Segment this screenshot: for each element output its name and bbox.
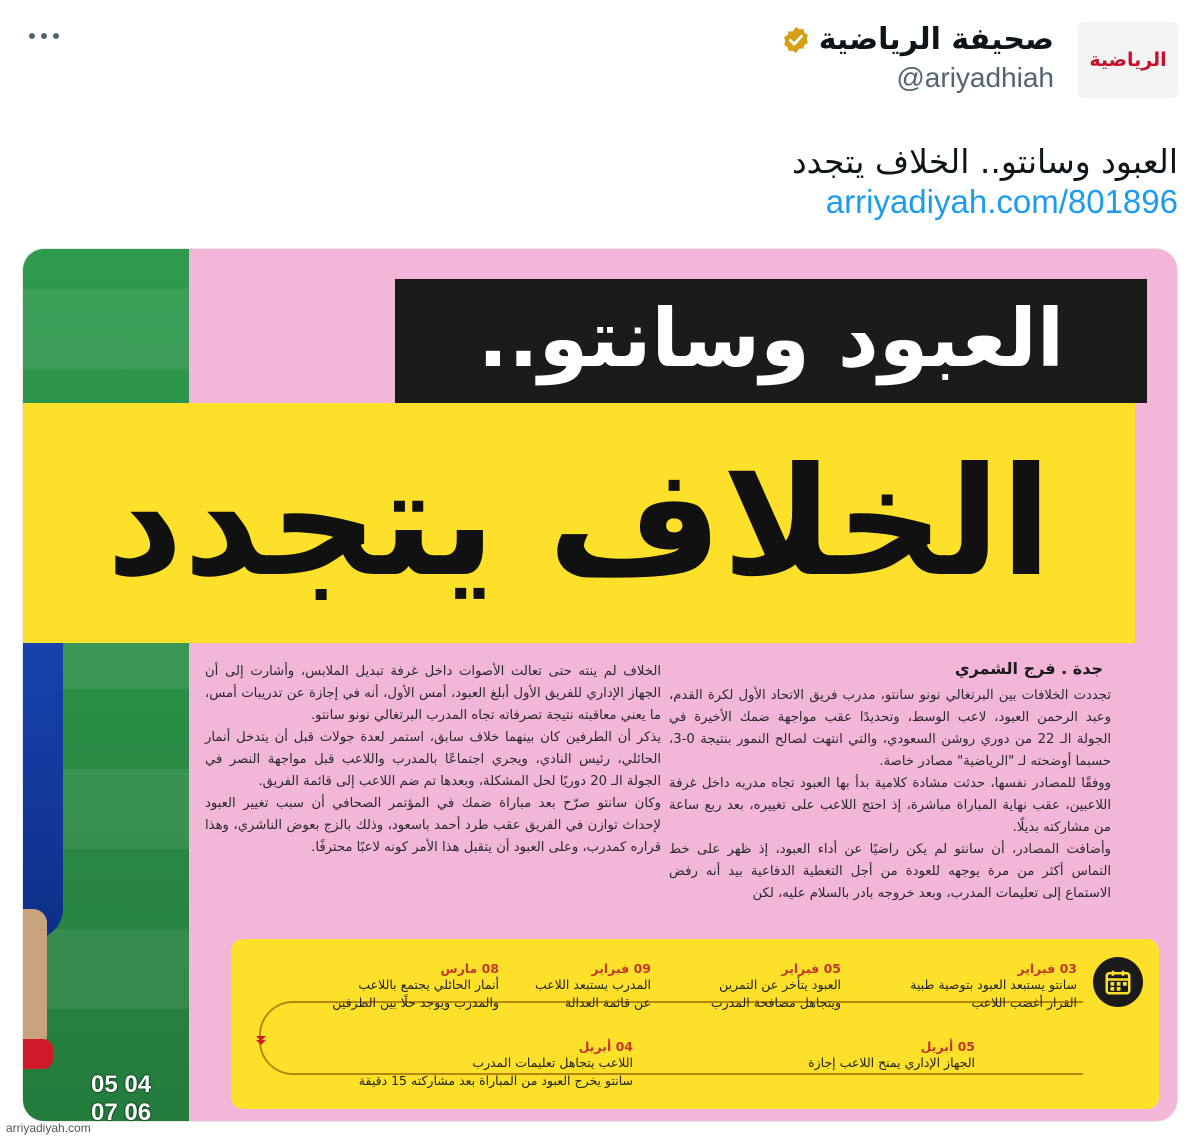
watermark: arriyadiyah.com xyxy=(6,1121,91,1135)
event-text: الجهاز الإداري يمنح اللاعب إجازة xyxy=(808,1055,975,1070)
account-handle[interactable]: @ariyadhiah xyxy=(896,62,1054,93)
tweet-link[interactable]: arriyadiyah.com/801896 xyxy=(825,183,1178,220)
page-number: 05 04 07 06 xyxy=(91,1071,152,1122)
article-column-right xyxy=(669,685,1111,905)
event-text: المدرب يستبعد اللاعب عن قائمة العدالة xyxy=(534,977,651,1010)
event-date: 05 أبريل xyxy=(920,1039,975,1054)
event-text: أنمار الحائلي يجتمع باللاعب والمدرب ويوجد حلًا بين الطرفين xyxy=(332,977,499,1010)
paragraph: ووفقًا للمصادر نفسها، حدثت مشادة كلامية بدأ بها العبود تجاه مدربه داخل غرفة اللاعبين، عقب نهاية المباراة مباشرة، إذ احتج اللاعب على تغييره، بعد ربع ساعة من مشاركته بديلًا. xyxy=(669,776,1111,835)
paragraph: وكان سانتو صرّح بعد مباراة ضمك في المؤتمر الصحافي أن سبب تغيير العبود لإحداث توازن في الفريق عقب طرد أحمد باسعود، وذلك بالزج بعوض الناشري، وهذا قراره كمدرب، وعلى العبود أن يتقبل هذا الأمر كونه لاعبًا محترفًا. xyxy=(205,796,661,855)
timeline-event xyxy=(359,1039,633,1090)
more-options-icon[interactable] xyxy=(22,24,66,48)
verified-badge-icon xyxy=(781,25,811,55)
calendar-icon xyxy=(1093,957,1143,1007)
account-name[interactable] xyxy=(781,22,1054,57)
paragraph: يذكر أن الطرفين كان بينهما خلاف سابق، استمر لعدة جولات قبل أن يتدخل أنمار الحائلي، رئيس النادي، ويجري اجتماعًا بالمدرب واللاعب قبل مواجهة النصر في الجولة الـ 20 دوريًا لحل المشكلة، وبعدها تم ضم اللاعب إلى قائمة الفريق. xyxy=(205,730,661,789)
timeline-event xyxy=(711,961,841,1012)
article-column-left xyxy=(205,661,661,859)
event-date: 04 أبريل xyxy=(578,1039,633,1054)
event-date: 09 فبراير xyxy=(591,961,651,976)
timeline-event xyxy=(535,961,651,1012)
account-name-text: صحيفة الرياضية xyxy=(818,22,1054,57)
event-date: 05 فبراير xyxy=(781,961,841,976)
timeline-box xyxy=(231,939,1159,1109)
timeline-event xyxy=(808,1039,975,1072)
avatar-logo: الرياضية xyxy=(1089,49,1167,71)
player-leg xyxy=(23,909,47,1049)
headline-top: العبود وسانتو.. xyxy=(395,279,1147,403)
avatar[interactable] xyxy=(1078,22,1178,98)
event-date: 03 فبراير xyxy=(1017,961,1077,976)
paragraph: تجددت الخلافات بين البرتغالي نونو سانتو، مدرب فريق الاتحاد الأول لكرة القدم، وعبد الرحمن العبود، لاعب الوسط، وتحديدًا عقب مواجهة ضمك الأخيرة في الجولة الـ 22 من دوري روشن السعودي، والتي انتهت لصالح النمور بنتيجة 0-3، حسبما أوضحته لـ "الرياضية" مصادر خاصة. xyxy=(669,688,1111,769)
byline: جدة . فرج الشمري xyxy=(954,659,1103,678)
timeline-event xyxy=(910,961,1077,1012)
arrow-down-icon xyxy=(255,1034,267,1046)
timeline-event xyxy=(332,961,499,1012)
player-photo xyxy=(23,249,189,1122)
player-shoe xyxy=(23,1039,53,1069)
tweet-text: العبود وسانتو.. الخلاف يتجدد xyxy=(791,142,1178,181)
tweet-media-image[interactable] xyxy=(22,248,1178,1122)
paragraph: الخلاف لم ينته حتى تعالت الأصوات داخل غرفة تبديل الملابس، وأشارت إلى أن الجهاز الإداري للفريق الأول أبلغ العبود، أمس الأول، أنه في إجازة عن تدريبات أمس، ما يعني معاقبته نتيجة تصرفاته تجاه المدرب البرتغالي نونو سانتو. xyxy=(205,664,661,723)
event-text: سانتو يستبعد العبود بتوصية طبية القرار أغضب اللاعب xyxy=(910,977,1077,1010)
event-text: اللاعب يتجاهل تعليمات المدرب سانتو يخرج العبود من المباراة بعد مشاركته 15 دقيقة xyxy=(358,1055,633,1088)
event-text: العبود يتأخر عن التمرين ويتجاهل مصافحة المدرب xyxy=(710,977,841,1010)
event-date: 08 مارس xyxy=(440,961,499,976)
headline-bottom: الخلاف يتجدد xyxy=(23,403,1135,643)
paragraph: وأضافت المصادر، أن سانتو لم يكن راضيًا عن أداء العبود، إذ ظهر على خط التماس أكثر من مرة يوجهه للعودة من أجل التغطية الدفاعية بيد أنه رفض الاستماع إلى تعليمات المدرب، وبعد خروجه بادر بالسلام عليه، لكن xyxy=(669,842,1111,901)
